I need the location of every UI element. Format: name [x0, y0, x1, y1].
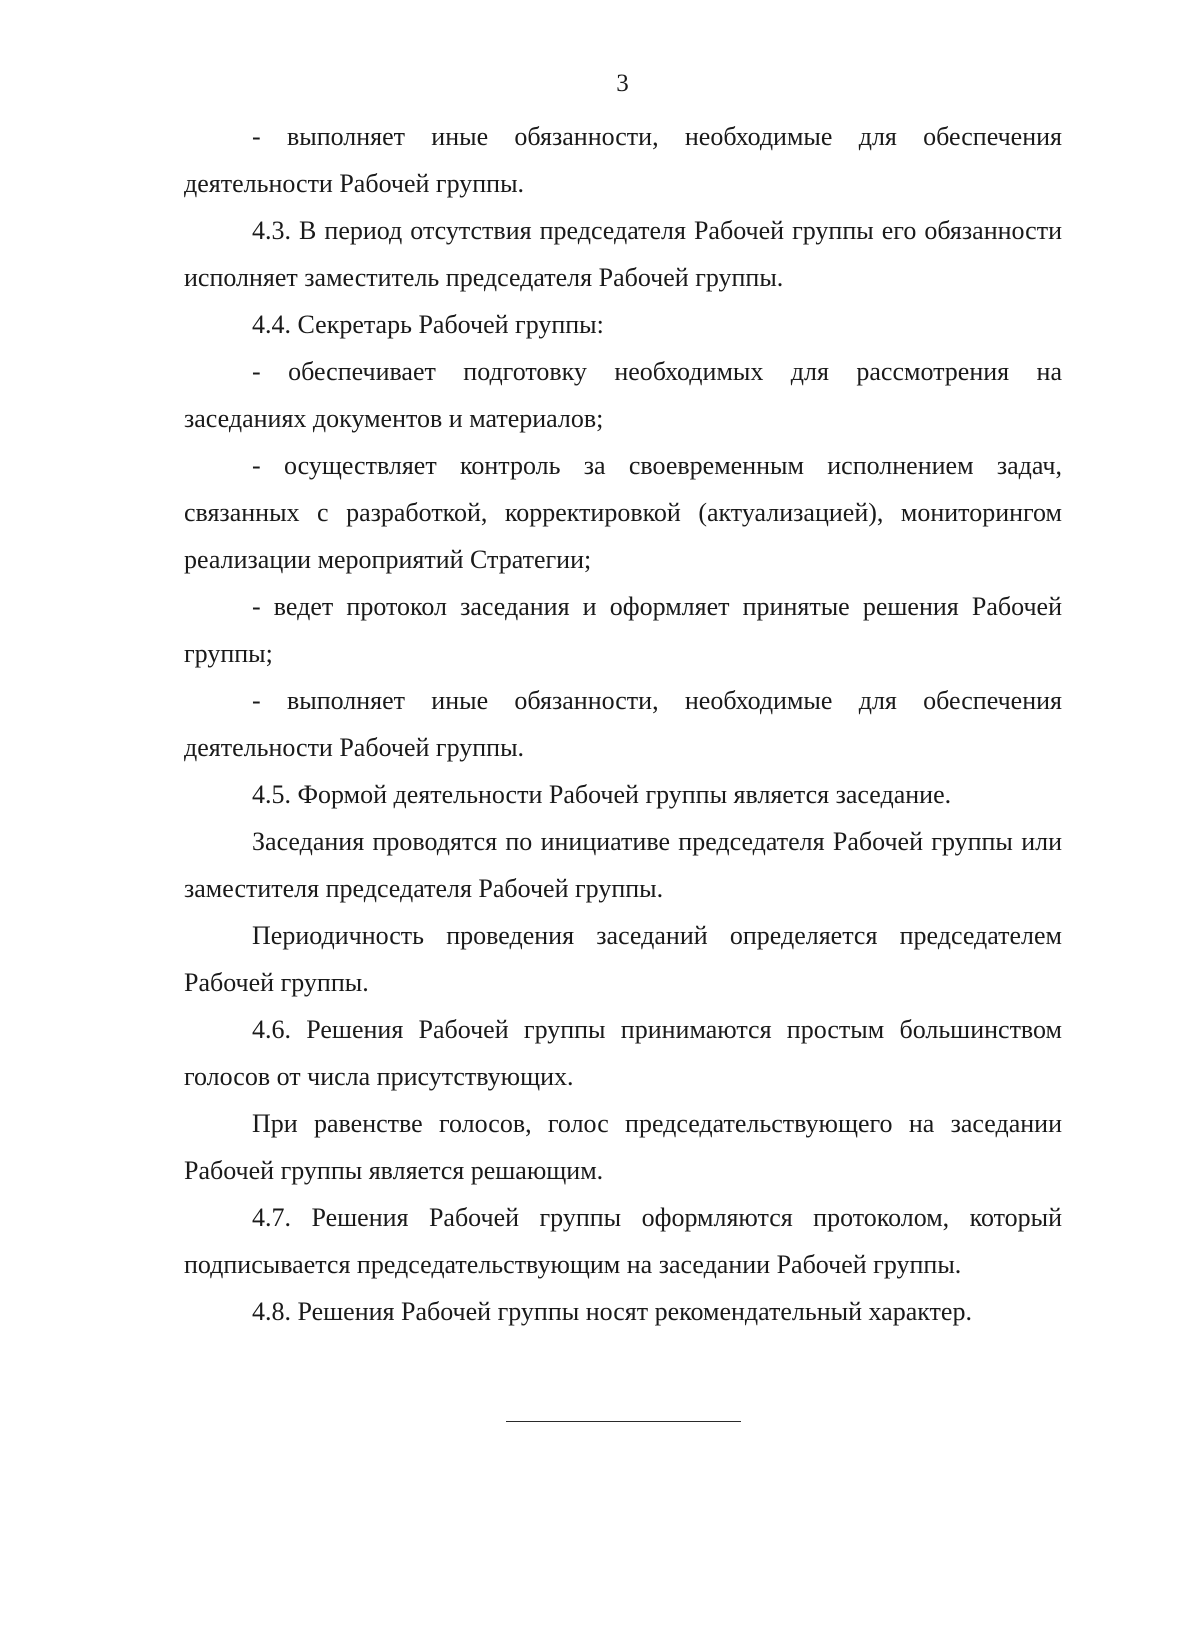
- paragraph-4-4-heading: 4.4. Секретарь Рабочей группы:: [252, 310, 604, 339]
- paragraph-meetings-initiative: Заседания проводятся по инициативе председателя Рабочей группы или заместителя председателя Рабочей группы.: [184, 827, 1062, 903]
- paragraph-secretary-other: - выполняет иные обязанности, необходимые для обеспечения деятельности Рабочей группы.: [184, 686, 1062, 762]
- paragraph-secretary-controls: - осуществляет контроль за своевременным исполнением задач, связанных с разработкой, корректировкой (актуализацией), мониторингом реализации мероприятий Стратегии;: [184, 451, 1062, 574]
- page-number: 3: [616, 70, 629, 97]
- paragraph-4-8: 4.8. Решения Рабочей группы носят рекомендательный характер.: [252, 1297, 972, 1326]
- paragraph-duties-end: - выполняет иные обязанности, необходимые для обеспечения деятельности Рабочей группы.: [184, 122, 1062, 198]
- paragraph-secretary-protocol: - ведет протокол заседания и оформляет принятые решения Рабочей группы;: [184, 592, 1062, 668]
- document-body: [184, 113, 1062, 1335]
- paragraph-meetings-periodicity: Периодичность проведения заседаний определяется председателем Рабочей группы.: [184, 921, 1062, 997]
- paragraph-4-7: 4.7. Решения Рабочей группы оформляются протоколом, который подписывается председательствующим на заседании Рабочей группы.: [184, 1203, 1062, 1279]
- paragraph-4-6: 4.6. Решения Рабочей группы принимаются простым большинством голосов от числа присутствующих.: [184, 1015, 1062, 1091]
- paragraph-secretary-prepares: - обеспечивает подготовку необходимых для рассмотрения на заседаниях документов и материалов;: [184, 357, 1062, 433]
- paragraph-tie-vote: При равенстве голосов, голос председательствующего на заседании Рабочей группы является решающим.: [184, 1109, 1062, 1185]
- closing-separator-line: [506, 1421, 741, 1422]
- paragraph-4-3: 4.3. В период отсутствия председателя Рабочей группы его обязанности исполняет заместитель председателя Рабочей группы.: [184, 216, 1062, 292]
- paragraph-4-5: 4.5. Формой деятельности Рабочей группы является заседание.: [252, 780, 952, 809]
